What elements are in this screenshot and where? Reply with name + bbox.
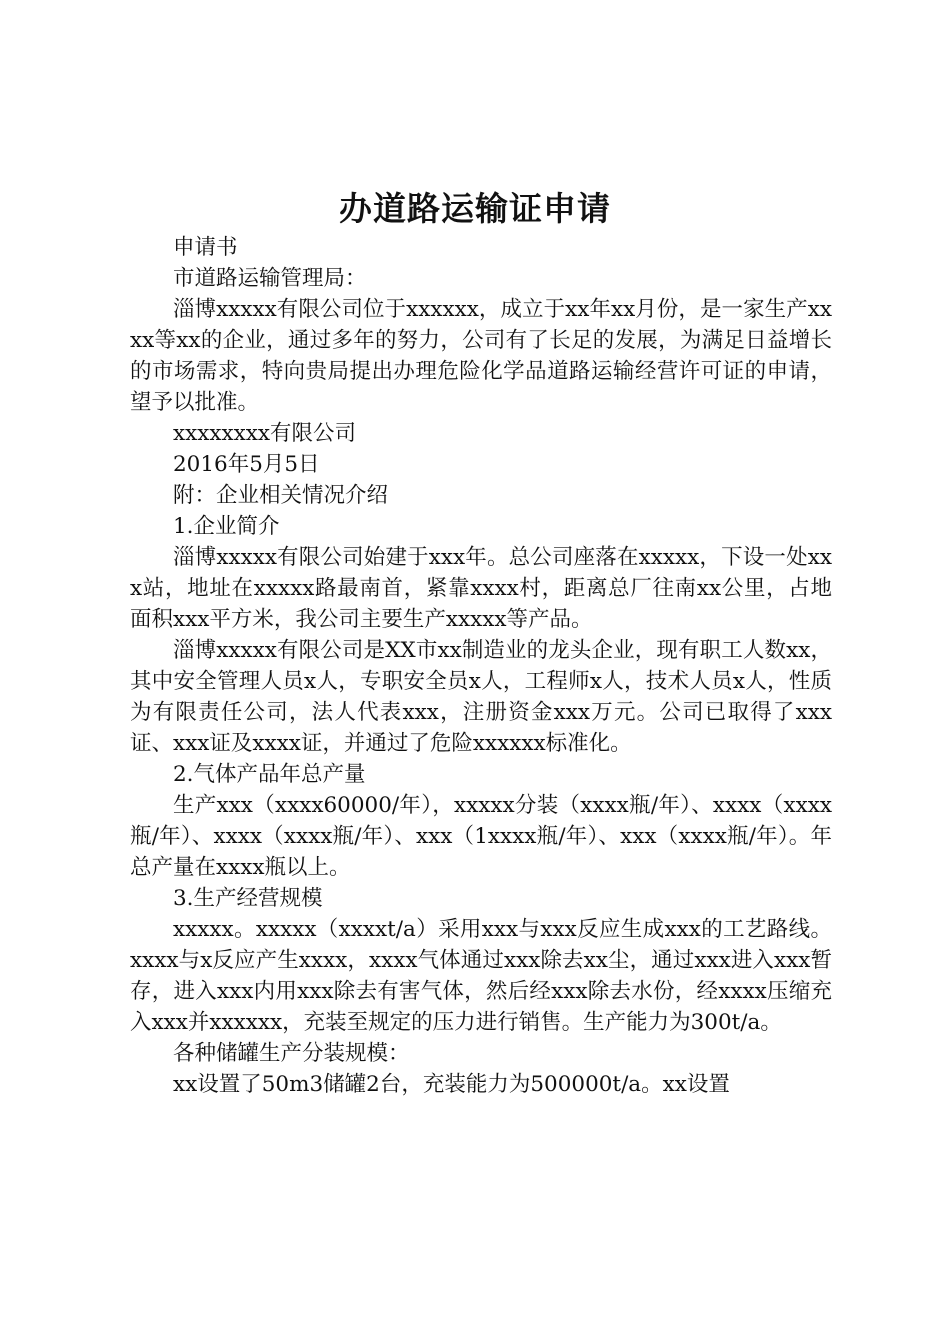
paragraph-recipient: 市道路运输管理局： — [173, 266, 367, 291]
paragraph-date: 2016年5月5日 — [173, 452, 320, 477]
paragraph-process: xxxxx。xxxxx（xxxxt/a）采用xxx与xxx反应生成xxx的工艺路线。xxxx与x反应产生xxxx，xxxx气体通过xxx除去xx尘，通过xxx进入xxx暂存，进入xxx内用xxx除去有害气体，然后经xxx除去水份，经xxxx压缩充入xxx并xxxxxx，充装至规定的压力进行销售。生产能力为300t/a。 — [130, 917, 832, 1035]
document-body — [130, 232, 832, 1100]
document-title: 办道路运输证申请 — [339, 189, 611, 228]
paragraph-output: 生产xxx（xxxx60000/年），xxxxx分装（xxxx瓶/年）、xxxx（xxxx瓶/年）、xxxx（xxxx瓶/年）、xxx（1xxxx瓶/年）、xxx（xxxx瓶/年）。年总产量在xxxx瓶以上。 — [130, 793, 832, 880]
section-heading-output: 2.气体产品年总产量 — [173, 762, 366, 787]
paragraph-tank-heading: 各种储罐生产分装规模： — [173, 1041, 410, 1066]
paragraph-signature: xxxxxxxx有限公司 — [173, 421, 357, 446]
paragraph-application: 淄博xxxxx有限公司位于xxxxxx，成立于xx年xx月份，是一家生产xxxx等xx的企业，通过多年的努力，公司有了长足的发展，为满足日益增长的市场需求，特向贵局提出办理危险化学品道路运输经营许可证的申请，望予以批准。 — [130, 297, 832, 415]
paragraph-appendix: 附：企业相关情况介绍 — [173, 483, 389, 508]
paragraph-tank-details: xx设置了50m3储罐2台，充装能力为500000t/a。xx设置 — [173, 1072, 730, 1097]
paragraph-company-intro: 淄博xxxxx有限公司始建于xxx年。总公司座落在xxxxx，下设一处xxx站，地址在xxxxx路最南首，紧靠xxxx村，距离总厂往南xx公里，占地面积xxx平方米，我公司主要生产xxxxx等产品。 — [130, 545, 832, 632]
section-heading-company: 1.企业简介 — [173, 514, 280, 539]
paragraph-company-details: 淄博xxxxx有限公司是XX市xx制造业的龙头企业，现有职工人数xx，其中安全管理人员x人，专职安全员x人，工程师x人，技术人员x人，性质为有限责任公司，法人代表xxx，注册资金xxx万元。公司已取得了xxx证、xxx证及xxxx证，并通过了危险xxxxxx标准化。 — [130, 638, 832, 756]
section-heading-scale: 3.生产经营规模 — [173, 886, 323, 911]
paragraph-heading: 申请书 — [173, 235, 238, 260]
